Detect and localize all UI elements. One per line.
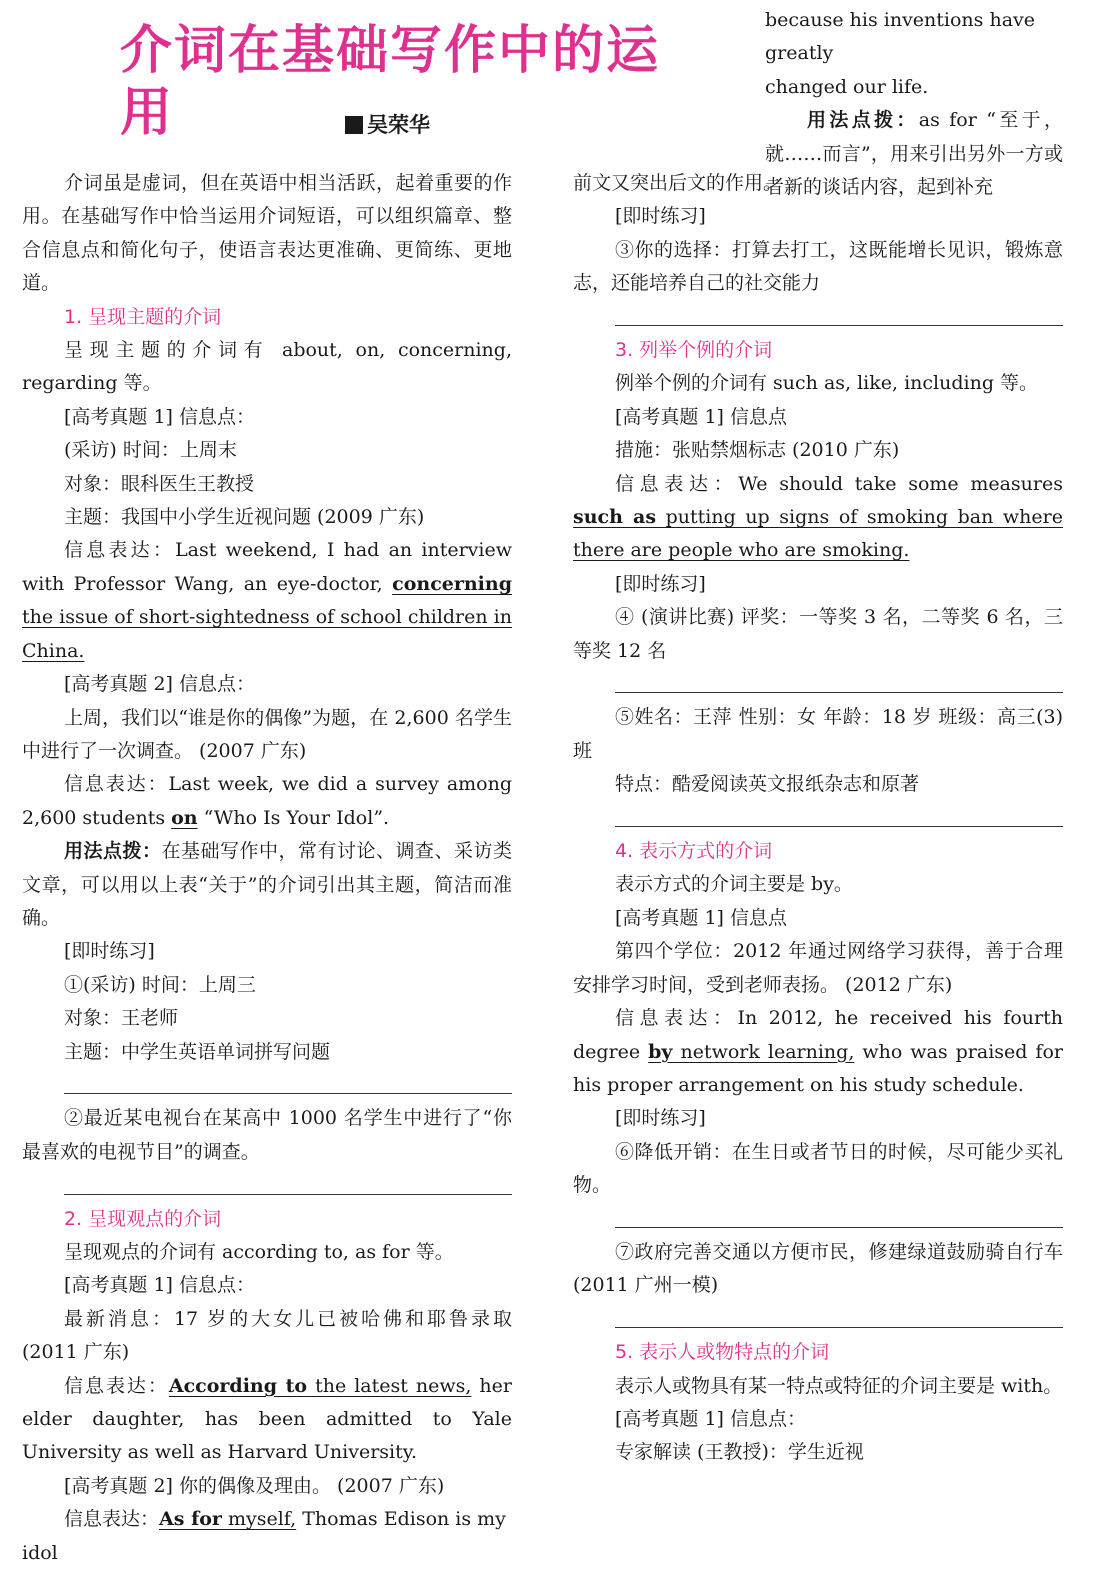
answer-blank[interactable] — [22, 1069, 512, 1102]
key-preposition: As for — [159, 1508, 222, 1531]
tip-text: as for “至于，就……而言”，用来引出另外一方或者新的谈话内容，起到补充 — [765, 109, 1063, 199]
practice-heading: [即时练习] — [615, 572, 706, 595]
practice-item: ⑦政府完善交通以方便市民，修建绿道鼓励骑自行车 (2011 广州一模) — [573, 1240, 1063, 1297]
expression-paragraph — [573, 1002, 1063, 1102]
answer-blank[interactable] — [573, 301, 1063, 334]
info-point: 专家解读 (王教授)：学生近视 — [615, 1441, 864, 1464]
key-preposition: on — [171, 806, 198, 829]
info-point: 最新消息：17 岁的大女儿已被哈佛和耶鲁录取 (2011 广东) — [22, 1307, 512, 1364]
practice-item: 特点：酷爱阅读英文报纸杂志和原著 — [615, 773, 920, 796]
expr-text: 信息表达：We should take some measures — [615, 472, 1063, 495]
practice-heading: [即时练习] — [615, 205, 706, 228]
key-preposition: concerning — [392, 572, 512, 595]
expr-text: 信息表达：In 2012, he received his fourth degree — [573, 1007, 1063, 1063]
expr-text: 信息表达：Last weekend, I had an interview with Professor Wang, an eye-doctor, — [22, 539, 512, 595]
answer-blank[interactable] — [22, 1169, 512, 1202]
expr-text: 信息表达：Last week, we did a survey among 2,600 students — [22, 773, 512, 829]
section-heading-3: 3. 列举个例的介词 — [615, 339, 773, 362]
exam-heading: [高考真题 1] 信息点： — [64, 405, 255, 428]
info-point: 第四个学位：2012 年通过网络学习获得，善于合理安排学习时间，受到老师表扬。 (2012 广东) — [573, 940, 1063, 996]
expr-text: “Who Is Your Idol”. — [197, 806, 390, 829]
answer-blank[interactable] — [573, 802, 1063, 835]
section-desc: 表示方式的介词主要是 by。 — [615, 873, 853, 896]
practice-item: ④ (演讲比赛) 评奖：一等奖 3 名，二等奖 6 名，三等奖 12 名 — [573, 606, 1063, 662]
page-title: 介词在基础写作中的运用 — [120, 21, 661, 143]
expression-paragraph — [22, 1503, 512, 1570]
text-line: changed our life. — [765, 75, 929, 98]
expression-paragraph — [22, 768, 512, 835]
answer-line — [615, 325, 1063, 326]
key-preposition: According to — [168, 1374, 308, 1397]
answer-blank[interactable] — [573, 668, 1063, 701]
expr-text: Thomas Edison is my idol — [22, 1508, 506, 1564]
text-line: because his inventions have greatly — [765, 9, 1035, 65]
practice-heading: [即时练习] — [615, 1107, 706, 1130]
right-column — [573, 167, 1063, 1470]
section-heading-5: 5. 表示人或物特点的介词 — [615, 1341, 830, 1364]
square-bullet-icon — [345, 116, 363, 134]
expr-text: the issue of short-sightedness of school children in China. — [22, 606, 512, 662]
practice-item: ③你的选择：打算去打工，这既能增长见识，锻炼意志，还能培养自己的社交能力 — [573, 238, 1063, 295]
left-column — [22, 167, 512, 1570]
exam-heading: [高考真题 1] 信息点： — [64, 1274, 255, 1297]
expr-text: myself, — [221, 1508, 297, 1531]
exam-heading: [高考真题 1] 信息点： — [615, 1407, 806, 1430]
tip-label: 用法点拨： — [807, 109, 919, 132]
practice-item: ②最近某电视台在某高中 1000 名学生中进行了“你最喜欢的电视节目”的调查。 — [22, 1107, 512, 1163]
answer-blank[interactable] — [573, 1203, 1063, 1236]
expression-paragraph — [22, 534, 512, 668]
answer-line — [64, 1194, 512, 1195]
section-desc: 表示人或物具有某一特点或特征的介词主要是 with。 — [615, 1374, 1063, 1397]
practice-heading: [即时练习] — [64, 940, 155, 963]
author-byline — [345, 110, 430, 140]
key-preposition: by — [648, 1040, 673, 1063]
section-desc: 呈现主题的介词有 about, on, concerning, regarding 等。 — [22, 339, 512, 395]
exam-heading: [高考真题 1] 信息点 — [615, 405, 787, 428]
section-heading-2: 2. 呈现观点的介词 — [64, 1207, 222, 1230]
author-name: 吴荣华 — [367, 113, 430, 137]
practice-item: ⑥降低开销：在生日或者节日的时候，尽可能少买礼物。 — [573, 1140, 1063, 1197]
info-point: 对象：眼科医生王教授 — [64, 472, 255, 495]
section-heading-1: 1. 呈现主题的介词 — [64, 305, 222, 328]
expr-text: network learning, — [672, 1040, 855, 1063]
section-desc: 例举个例的介词有 such as, like, including 等。 — [615, 372, 1039, 395]
info-point: 上周，我们以“谁是你的偶像”为题，在 2,600 名学生中进行了一次调查。 (2007 广东) — [22, 706, 512, 762]
answer-line — [615, 1327, 1063, 1328]
section-desc: 呈现观点的介词有 according to, as for 等。 — [64, 1240, 454, 1263]
answer-line — [615, 692, 1063, 693]
exam-heading: [高考真题 1] 信息点 — [615, 906, 787, 929]
answer-line — [615, 826, 1063, 827]
key-preposition: such as — [573, 506, 657, 529]
expr-text: 信息表达： — [64, 1508, 160, 1531]
practice-item: ①(采访) 时间：上周三 — [64, 973, 256, 996]
info-point: (采访) 时间：上周末 — [64, 439, 237, 462]
expr-text: 信息表达： — [64, 1374, 169, 1397]
exam-heading: [高考真题 2] 信息点： — [64, 673, 255, 696]
section-heading-4: 4. 表示方式的介词 — [615, 840, 773, 863]
practice-item: 主题：中学生英语单词拼写问题 — [64, 1040, 331, 1063]
expr-text: who was praised for his proper arrangement on his study schedule. — [573, 1040, 1063, 1096]
usage-tip — [22, 835, 512, 935]
practice-item: 对象：王老师 — [64, 1007, 179, 1030]
practice-item: ⑤姓名：王萍 性别：女 年龄：18 岁 班级：高三(3)班 — [573, 706, 1063, 762]
expr-text: putting up signs of smoking ban where there are people who are smoking. — [573, 506, 1063, 562]
expression-paragraph — [22, 1370, 512, 1470]
answer-line — [64, 1093, 512, 1094]
answer-line — [615, 1227, 1063, 1228]
expression-paragraph — [573, 468, 1063, 568]
exam-heading: [高考真题 2] 你的偶像及理由。 (2007 广东) — [64, 1474, 445, 1497]
continuation-text: 前文又突出后文的作用。 — [573, 172, 783, 194]
tip-label: 用法点拨： — [64, 840, 162, 863]
info-point: 措施：张贴禁烟标志 (2010 广东) — [615, 439, 900, 462]
intro-paragraph: 介词虽是虚词，但在英语中相当活跃，起着重要的作用。在基础写作中恰当运用介词短语，可以组织篇章、整合信息点和简化句子，使语言表达更准确、更简练、更地道。 — [22, 172, 512, 295]
expr-text: her elder daughter, has been admitted to Yale University as well as Harvard University. — [22, 1374, 512, 1464]
expr-text: the latest news, — [307, 1374, 472, 1397]
tip-text: 在基础写作中，常有讨论、调查、采访类文章，可以用以上表“关于”的介词引出其主题，简洁而准确。 — [22, 840, 512, 929]
answer-blank[interactable] — [573, 1303, 1063, 1336]
info-point: 主题：我国中小学生近视问题 (2009 广东) — [64, 506, 425, 529]
